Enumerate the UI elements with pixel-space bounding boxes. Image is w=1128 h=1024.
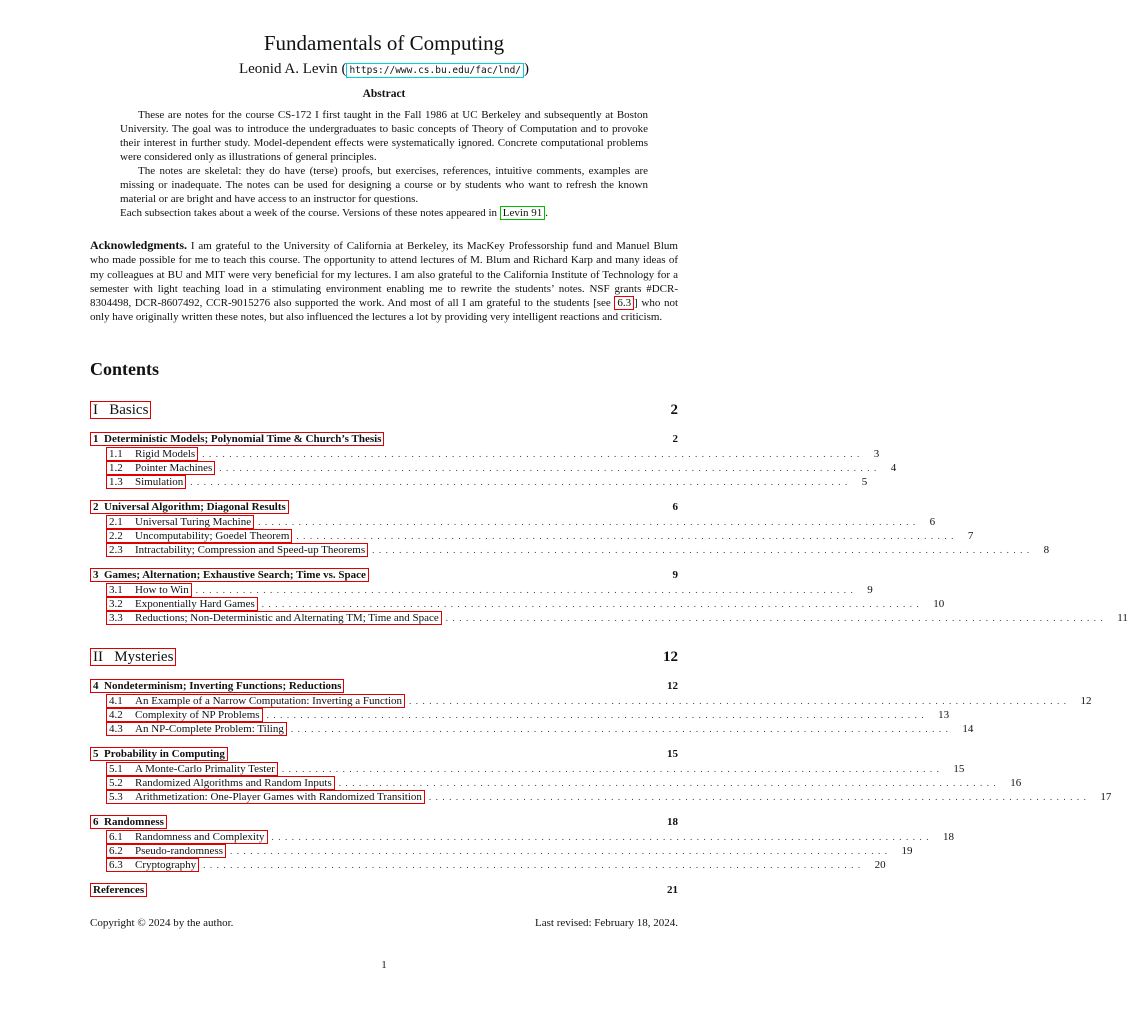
toc-subsection-link[interactable] (106, 515, 254, 529)
toc-subsection-number: 1.2 (109, 462, 123, 474)
toc-part-number: I (93, 402, 98, 418)
toc-subsection-link[interactable] (106, 583, 192, 597)
toc-subsection-link[interactable] (106, 776, 335, 790)
toc-leader-dots: .................................................................................................. (281, 764, 944, 774)
toc-leader-dots: .................................................................................................. (428, 792, 1091, 802)
toc-subsection-title: A Monte-Carlo Primality Tester (135, 763, 275, 775)
toc-subsection-title: Simulation (135, 476, 184, 488)
toc-subsection-link[interactable] (106, 708, 263, 722)
toc-part-basics (90, 402, 678, 422)
toc-part-mysteries-link[interactable] (90, 648, 176, 666)
toc-section-title: Nondeterminism; Inverting Functions; Reductions (104, 680, 342, 692)
toc-subsection (106, 475, 868, 489)
toc-page-number: 11 (1117, 612, 1128, 624)
page-number: 1 (381, 959, 387, 971)
toc-subsection (106, 722, 974, 736)
toc-page-number: 21 (667, 884, 678, 896)
toc-section-title: Probability in Computing (104, 748, 225, 760)
toc-subsection-number: 1.3 (109, 476, 123, 488)
toc-section-number: 5 (93, 748, 99, 760)
toc-page-number: 12 (1080, 695, 1092, 707)
toc-page-number: 6 (929, 516, 936, 528)
toc-page-number: 12 (667, 680, 678, 692)
toc-section (90, 433, 678, 447)
toc-subsection-number: 2.1 (109, 516, 123, 528)
toc-subsection-number: 3.2 (109, 598, 123, 610)
toc-subsection-title: How to Win (135, 584, 189, 596)
author-name: Leonid A. Levin (238, 61, 338, 77)
toc-subsection-number: 4.2 (109, 709, 123, 721)
toc-section-number: 3 (93, 569, 99, 581)
toc-subsection (106, 529, 974, 543)
toc-section (90, 569, 678, 583)
toc-section-link[interactable] (90, 500, 289, 514)
contents-heading: Contents (90, 359, 160, 379)
acknowledgments-text-end: ] who not only have originally written these notes, but also influenced the lectures a lot by providing very intelligent reactions and criticism. (90, 297, 678, 324)
toc-leader-dots: .................................................................................................. (261, 599, 924, 609)
toc-subsection-link[interactable] (106, 830, 268, 844)
toc-references-link[interactable]: References (90, 883, 147, 897)
toc-leader-dots: .................................................................................................. (271, 832, 934, 842)
toc-subsection-number: 4.1 (109, 695, 123, 707)
toc-subsection-link[interactable] (106, 611, 442, 625)
abstract-heading: Abstract (362, 88, 406, 100)
toc-section-link[interactable] (90, 568, 369, 582)
abstract-body (120, 108, 648, 220)
toc-subsection-link[interactable] (106, 461, 215, 475)
acknowledgments-heading: Acknowledgments. (90, 238, 188, 252)
citation-levin91-link[interactable]: Levin 91 (500, 206, 545, 220)
toc-page-number: 20 (874, 859, 886, 871)
toc-subsection (106, 762, 965, 776)
toc-page-number: 9 (672, 569, 678, 581)
toc-subsection-title: Complexity of NP Problems (135, 709, 260, 721)
toc-section-link[interactable] (90, 679, 344, 693)
ref-6-3-link[interactable]: 6.3 (614, 296, 634, 310)
toc-part-mysteries (90, 649, 678, 669)
toc-subsection-title: Universal Turing Machine (135, 516, 252, 528)
toc-subsection (106, 583, 873, 597)
toc-subsection-title: Uncomputability; Goedel Theorem (135, 530, 290, 542)
toc-section-title: Universal Algorithm; Diagonal Results (104, 501, 286, 513)
toc-page-number: 8 (1043, 544, 1050, 556)
toc-page-number: 5 (861, 476, 868, 488)
toc-page-number: 17 (1100, 791, 1112, 803)
toc-subsection-link[interactable] (106, 543, 368, 557)
toc-leader-dots: .................................................................................................. (266, 710, 929, 720)
toc-leader-dots: .................................................................................................. (290, 724, 953, 734)
toc-subsection (106, 515, 936, 529)
abstract-p3-end: . (545, 207, 548, 219)
copyright-notice: Copyright © 2024 by the author. (90, 917, 234, 929)
toc-subsection-title: Reductions; Non-Deterministic and Alternating TM; Time and Space (135, 612, 439, 624)
abstract-paragraph-2: The notes are skeletal: they do have (terse) proofs, but exercises, references, intuitive comments, examples are missing or inadequate. The notes can be used for designing a course or by students who want to refresh the known material or are bright and have access to an instructor for questions. (120, 165, 648, 205)
toc-page-number: 15 (667, 748, 678, 760)
toc-subsection-title: Pointer Machines (135, 462, 213, 474)
toc-subsection-title: Randomness and Complexity (135, 831, 265, 843)
toc-section-title: Games; Alternation; Exhaustive Search; Time vs. Space (104, 569, 366, 581)
toc-leader-dots: .................................................................................................. (296, 531, 958, 541)
toc-page-number: 18 (943, 831, 955, 843)
toc-page-number: 4 (890, 462, 897, 474)
toc-subsection-link[interactable] (106, 475, 186, 489)
toc-subsection-number: 2.3 (109, 544, 123, 556)
toc-subsection-title: An NP-Complete Problem: Tiling (135, 723, 284, 735)
toc-subsection-link[interactable] (106, 858, 199, 872)
acknowledgments-text: I am grateful to the University of California at Berkeley, its MacKey Professorship fund and Manuel Blum who made possible for me to teach this course. The opportunity to attend lectures of M. Blum and Richard Karp and many ideas of my colleagues at BU and MIT were very beneficial for my lectures. I am also grateful to the California Institute of Technology for a semester with light teaching load in a stimulating environment enabling me to rewrite the students’ notes. NSF grants #DCR-8304498, DCR-8607492, CCR-9015276 also supported the work. And most of all I am grateful to the students [see (90, 240, 678, 310)
toc-leader-dots: .................................................................................................. (258, 517, 920, 527)
toc-page-number: 14 (962, 723, 974, 735)
toc-subsection-link[interactable] (106, 722, 287, 736)
toc-section (90, 501, 678, 515)
toc-subsection-link[interactable] (106, 447, 198, 461)
toc-page-number: 7 (967, 530, 974, 542)
toc-section-number: 4 (93, 680, 99, 692)
toc-subsection (106, 790, 1112, 804)
toc-subsection (106, 543, 1050, 557)
toc-subsection-link[interactable] (106, 529, 292, 543)
toc-section-link[interactable] (90, 747, 228, 761)
toc-subsection (106, 694, 1092, 708)
toc-page-number: 9 (867, 584, 873, 596)
author-url-link[interactable]: https://www.cs.bu.edu/fac/lnd/ (346, 63, 524, 78)
last-revised-date: Last revised: February 18, 2024. (535, 917, 678, 929)
toc-subsection-title: Rigid Models (135, 448, 196, 460)
toc-leader-dots: .................................................................................................. (445, 613, 1108, 623)
toc-section-link[interactable] (90, 432, 384, 446)
toc-subsection-link[interactable] (106, 790, 425, 804)
toc-section-number: 6 (93, 816, 99, 828)
toc-leader-dots: .................................................................................................. (230, 846, 892, 856)
toc-section (90, 816, 678, 830)
toc-subsection-number: 6.2 (109, 845, 123, 857)
toc-section (90, 748, 678, 762)
toc-subsection (106, 776, 1022, 790)
toc-page-number: 2 (670, 402, 678, 418)
toc-subsection (106, 858, 886, 872)
toc-subsection-number: 3.1 (109, 584, 123, 596)
toc-page-number: 19 (901, 845, 913, 857)
toc-references (90, 884, 678, 898)
toc-subsection-link[interactable] (106, 597, 258, 611)
toc-leader-dots: .................................................................................................. (190, 477, 852, 487)
toc-subsection-link[interactable] (106, 694, 405, 708)
toc-subsection (106, 708, 950, 722)
toc-subsection-link[interactable] (106, 762, 278, 776)
toc-page-number: 10 (933, 598, 945, 610)
toc-leader-dots: .................................................................................................. (372, 545, 1034, 555)
toc-section-link[interactable] (90, 815, 167, 829)
toc-subsection-title: Cryptography (135, 859, 197, 871)
toc-subsection-title: Exponentially Hard Games (135, 598, 255, 610)
toc-subsection-title: Intractability; Compression and Speed-up Theorems (135, 544, 366, 556)
toc-subsection (106, 447, 880, 461)
toc-subsection-number: 6.1 (109, 831, 123, 843)
toc-subsection-title: Randomized Algorithms and Random Inputs (135, 777, 332, 789)
toc-subsection (106, 844, 913, 858)
toc-leader-dots: .................................................................................................. (338, 778, 1001, 788)
abstract-paragraph-1: These are notes for the course CS-172 I first taught in the Fall 1986 at UC Berkeley and subsequently at Boston University. The goal was to introduce the undergraduates to basic concepts of Theory of Computation and to provoke their interest in further study. Model-dependent effects were systematically ignored. Concrete computational problems were considered only as illustrations of general principles. (120, 109, 648, 163)
toc-subsection (106, 461, 897, 475)
toc-leader-dots: .................................................................................................. (202, 449, 864, 459)
toc-section (90, 680, 678, 694)
toc-subsection-number: 6.3 (109, 859, 123, 871)
toc-leader-dots: .................................................................................................. (219, 463, 881, 473)
author-line: Leonid A. Levin ( https://www.cs.bu.edu/fac/lnd/ ) (238, 61, 530, 77)
toc-subsection-number: 5.2 (109, 777, 123, 789)
toc-section-title: Deterministic Models; Polynomial Time & Church’s Thesis (104, 433, 382, 445)
toc-subsection-number: 5.3 (109, 791, 123, 803)
toc-subsection (106, 611, 1128, 625)
abstract-paragraph-3 (120, 206, 648, 220)
toc-subsection-number: 4.3 (109, 723, 123, 735)
acknowledgments-paragraph (90, 238, 678, 325)
toc-part-number: II (93, 649, 103, 665)
toc-page-number: 12 (663, 649, 678, 665)
toc-section-title: Randomness (104, 816, 164, 828)
toc-subsection-number: 5.1 (109, 763, 123, 775)
toc-subsection (106, 597, 945, 611)
toc-subsection-title: An Example of a Narrow Computation: Inverting a Function (135, 695, 402, 707)
toc-subsection-number: 1.1 (109, 448, 123, 460)
toc-part-title: Mysteries (114, 649, 174, 665)
toc-section-number: 1 (93, 433, 99, 445)
toc-part-basics-link[interactable] (90, 401, 151, 419)
toc-section-number: 2 (93, 501, 99, 513)
toc-subsection-number: 3.3 (109, 612, 123, 624)
toc-page-number: 16 (1010, 777, 1022, 789)
toc-leader-dots: .................................................................................................. (195, 585, 858, 595)
toc-page-number: 15 (953, 763, 965, 775)
toc-page-number: 13 (938, 709, 950, 721)
toc-leader-dots: .................................................................................................. (409, 696, 1071, 706)
toc-subsection-title: Arithmetization: One-Player Games with Randomized Transition (135, 791, 422, 803)
toc-leader-dots: .................................................................................................. (203, 860, 865, 870)
abstract-p3-text: Each subsection takes about a week of the course. Versions of these notes appeared in (120, 207, 500, 219)
toc-part-title: Basics (109, 402, 149, 418)
toc-subsection (106, 830, 955, 844)
toc-page-number: 2 (672, 433, 678, 445)
document-title: Fundamentals of Computing (263, 31, 505, 55)
document-page (90, 0, 1128, 1024)
toc-page-number: 3 (873, 448, 880, 460)
toc-subsection-number: 2.2 (109, 530, 123, 542)
toc-page-number: 18 (667, 816, 678, 828)
toc-subsection-link[interactable] (106, 844, 226, 858)
toc-subsection-title: Pseudo-randomness (135, 845, 223, 857)
toc-page-number: 6 (672, 501, 678, 513)
